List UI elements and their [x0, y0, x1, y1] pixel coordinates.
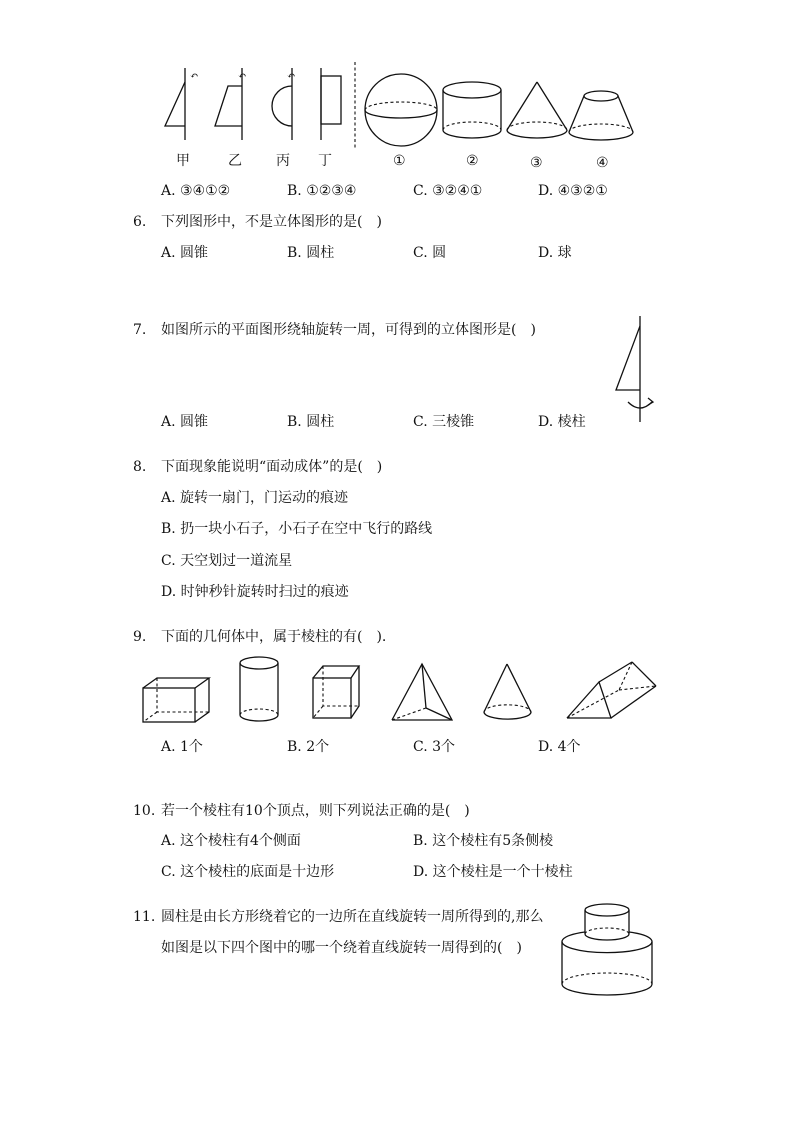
- q9-cuboid-figure: [141, 676, 213, 726]
- q10-stem: 若一个棱柱有10个顶点，则下列说法正确的是( ): [161, 803, 470, 819]
- q9-option-c: C. 3个: [413, 739, 456, 755]
- q10-option-d: D. 这个棱柱是一个十棱柱: [413, 864, 573, 880]
- rotation-arrow-icon: ↶: [238, 71, 247, 82]
- q10-option-b: B. 这个棱柱有5条侧棱: [413, 833, 554, 849]
- q8-option-a: A. 旋转一扇门，门运动的痕迹: [161, 490, 349, 506]
- q7-triangle-axis-figure: [610, 312, 660, 427]
- shape-label-yi: 乙: [228, 153, 242, 169]
- q7-number: 7.: [133, 322, 147, 338]
- q9-stem: 下面的几何体中，属于棱柱的有( ).: [161, 629, 387, 645]
- q7-option-a: A. 圆锥: [161, 414, 209, 430]
- q5-option-b: B. ①②③④: [287, 183, 357, 199]
- q11-stacked-cylinders-figure: [560, 900, 660, 1000]
- q11-number: 11.: [133, 909, 156, 925]
- shape-label-bing: 丙: [276, 153, 290, 169]
- q7-stem: 如图所示的平面图形绕轴旋转一周，可得到的立体图形是( ): [161, 322, 536, 338]
- q6-option-a: A. 圆锥: [161, 245, 209, 261]
- q10-number: 10.: [133, 803, 156, 819]
- divider-line: [353, 62, 357, 152]
- q9-pyramid-figure: [390, 662, 456, 724]
- rotation-arrow-icon: ↶: [190, 71, 199, 82]
- solid-label-1: ①: [393, 153, 406, 169]
- q9-cone-figure: [481, 662, 537, 724]
- q9-option-b: B. 2个: [287, 739, 330, 755]
- q8-option-d: D. 时钟秒针旋转时扫过的痕迹: [161, 584, 349, 600]
- q7-option-d: D. 棱柱: [538, 414, 586, 430]
- shape-label-ding: 丁: [318, 153, 332, 169]
- q7-option-c: C. 三棱锥: [413, 414, 475, 430]
- q6-option-c: C. 圆: [413, 245, 447, 261]
- q9-option-d: D. 4个: [538, 739, 581, 755]
- shape-bing-figure: [255, 62, 315, 162]
- q8-number: 8.: [133, 459, 147, 475]
- q7-option-b: B. 圆柱: [287, 414, 335, 430]
- q6-option-b: B. 圆柱: [287, 245, 335, 261]
- q6-option-d: D. 球: [538, 245, 572, 261]
- solid-label-2: ②: [466, 153, 479, 169]
- frustum-figure: [566, 88, 641, 158]
- q9-number: 9.: [133, 629, 147, 645]
- q6-stem: 下列图形中，不是立体图形的是( ): [161, 214, 382, 230]
- q9-option-a: A. 1个: [161, 739, 203, 755]
- q8-option-c: C. 天空划过一道流星: [161, 553, 293, 569]
- q5-option-a: A. ③④①②: [161, 183, 231, 199]
- cone-figure: [503, 80, 573, 150]
- q8-option-b: B. 扔一块小石子，小石子在空中飞行的路线: [161, 521, 433, 537]
- shape-label-jia: 甲: [176, 153, 190, 169]
- q11-stem-line2: 如图是以下四个图中的哪一个绕着直线旋转一周得到的( ): [161, 940, 522, 956]
- q9-cylinder-figure: [238, 655, 284, 725]
- solid-label-3: ③: [530, 155, 543, 171]
- q9-cube-figure: [311, 664, 363, 722]
- solid-label-4: ④: [596, 155, 609, 171]
- cylinder-figure: [441, 80, 511, 150]
- q10-option-c: C. 这个棱柱的底面是十边形: [161, 864, 335, 880]
- sphere-figure: [363, 72, 443, 152]
- q6-number: 6.: [133, 214, 147, 230]
- q11-stem-line1: 圆柱是由长方形绕着它的一边所在直线旋转一周所得到的,那么: [161, 909, 544, 925]
- q5-option-c: C. ③②④①: [413, 183, 483, 199]
- rotation-arrow-icon: ↶: [287, 71, 296, 82]
- q5-option-d: D. ④③②①: [538, 183, 608, 199]
- q8-stem: 下面现象能说明“面动成体”的是( ): [161, 459, 383, 475]
- q10-option-a: A. 这个棱柱有4个侧面: [161, 833, 301, 849]
- q9-triangular-prism-figure: [564, 660, 660, 722]
